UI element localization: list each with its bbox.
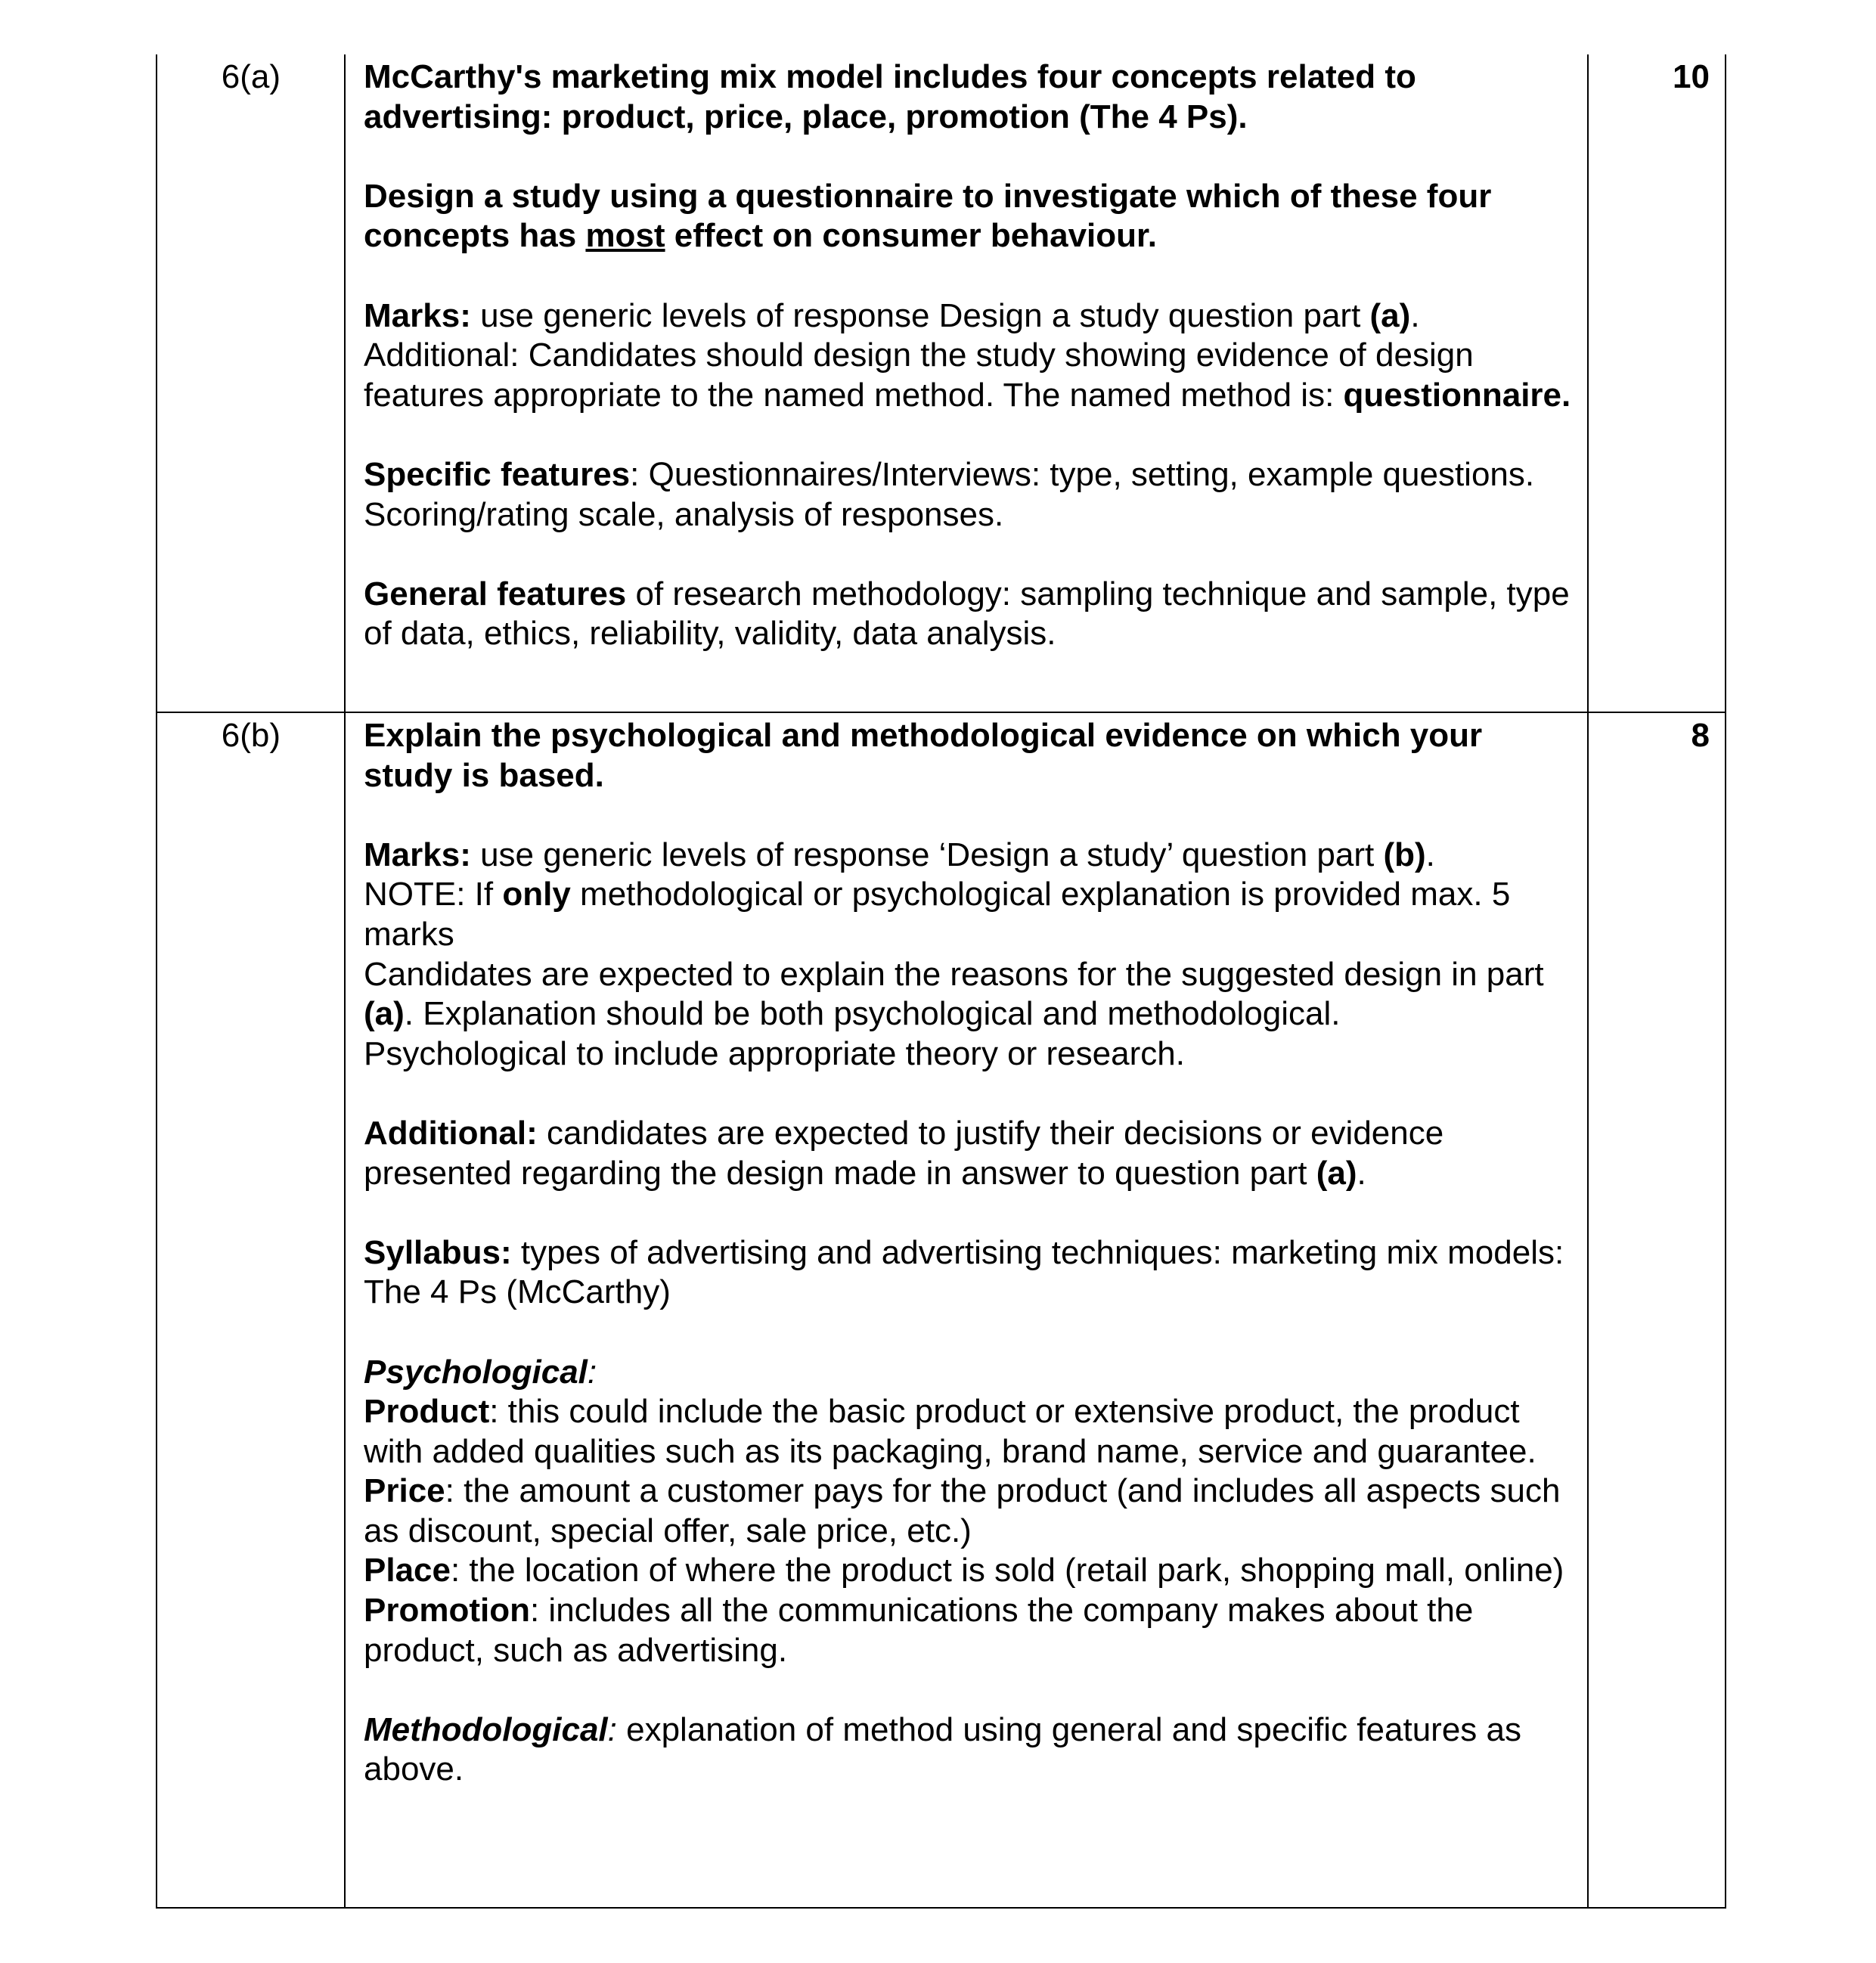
- marks-text: use generic levels of response ‘Design a study’ question part: [470, 836, 1384, 873]
- task-text-end: effect on consumer behaviour.: [665, 217, 1157, 255]
- additional-guidance: [364, 336, 1572, 415]
- question-prompt: [364, 57, 1572, 137]
- marks-label: Marks:: [364, 836, 471, 873]
- syllabus-text: types of advertising and advertising techniques: marketing mix models: The 4 Ps (McCarthy): [364, 1233, 1564, 1311]
- note-emphasis: only: [502, 876, 571, 913]
- named-method: questionnaire.: [1343, 376, 1571, 414]
- methodological-section: [364, 1710, 1572, 1790]
- prompt-text: Explain the psychological and methodological evidence on which your study is based.: [364, 717, 1483, 794]
- place-item: [364, 1551, 1572, 1591]
- psychological-include: Psychological to include appropriate theory or research.: [364, 1034, 1185, 1072]
- additional-end: .: [1357, 1154, 1366, 1192]
- candidates-part: (a): [364, 995, 405, 1033]
- price-label: Price: [364, 1472, 445, 1510]
- place-label: Place: [364, 1552, 451, 1589]
- marks-part: (a): [1369, 296, 1411, 334]
- candidates-text-end: . Explanation should be both psychological and methodological.: [404, 995, 1341, 1033]
- note: [364, 875, 1572, 954]
- table-row-6a: [157, 54, 1726, 712]
- specific-features-label: Specific features: [364, 455, 631, 493]
- marks-value: 10: [1588, 54, 1726, 712]
- additional-label: Additional:: [364, 1114, 538, 1152]
- marks-end: .: [1425, 836, 1435, 873]
- mark-scheme-table: [156, 54, 1726, 1909]
- additional-part: (a): [1316, 1154, 1357, 1192]
- candidates-text: Candidates are expected to explain the reasons for the suggested design in part: [364, 955, 1544, 993]
- methodological-text: explanation of method using general and specific features as above.: [364, 1710, 1521, 1788]
- additional-text: candidates are expected to justify their decisions or evidence presented regarding the design made in answer to question part: [364, 1114, 1444, 1192]
- marks-value: 8: [1588, 712, 1726, 1908]
- marks-text: use generic levels of response Design a study question part: [470, 296, 1370, 334]
- place-text: : the location of where the product is sold (retail park, shopping mall, online): [450, 1552, 1564, 1589]
- additional-guidance: [364, 1114, 1572, 1193]
- marks-guidance: [364, 296, 1572, 416]
- psychological-section: [364, 1353, 1572, 1671]
- general-features-label: General features: [364, 575, 627, 612]
- task-text: Design a study using a questionnaire to investigate which of these four concepts has: [364, 177, 1492, 255]
- price-item: [364, 1471, 1572, 1551]
- general-features: [364, 575, 1572, 654]
- prompt-intro: McCarthy's marketing mix model includes four concepts related to advertising: product, price, place, promotion (The 4 Ps).: [364, 58, 1416, 135]
- syllabus-label: Syllabus:: [364, 1233, 512, 1271]
- additional-text: Additional: Candidates should design the study showing evidence of design features appropriate to the named method. The named method is:: [364, 336, 1474, 414]
- marks-guidance: [364, 836, 1572, 1075]
- methodological-colon: :: [607, 1710, 617, 1748]
- note-text-end: methodological or psychological explanation is provided max. 5 marks: [364, 876, 1511, 953]
- specific-features: [364, 455, 1572, 535]
- question-prompt: [364, 716, 1572, 795]
- task-underlined-word: most: [585, 217, 665, 255]
- general-features-text: of research methodology: sampling technique and sample, type of data, ethics, reliability, validity, data analysis.: [364, 575, 1570, 653]
- candidates-expectation: [364, 955, 1572, 1034]
- psychological-heading: [364, 1353, 1572, 1393]
- product-text: : this could include the basic product or extensive product, the product with added qualities such as its packaging, brand name, service and guarantee.: [364, 1393, 1536, 1470]
- promotion-label: Promotion: [364, 1592, 530, 1630]
- table-row-6b: [157, 712, 1726, 1908]
- marks-part: (b): [1383, 836, 1426, 873]
- answer-cell: [345, 712, 1588, 1908]
- product-label: Product: [364, 1393, 490, 1431]
- marks-end: .: [1410, 296, 1420, 334]
- specific-features-text: : Questionnaires/Interviews: type, setting, example questions. Scoring/rating scale, analysis of responses.: [364, 455, 1535, 533]
- question-task: [364, 177, 1572, 256]
- psychological-heading-text: Psychological: [364, 1353, 588, 1391]
- methodological-heading: Methodological: [364, 1710, 608, 1748]
- answer-cell: [345, 54, 1588, 712]
- promotion-text: : includes all the communications the company makes about the product, such as advertising.: [364, 1592, 1474, 1669]
- price-text: : the amount a customer pays for the product (and includes all aspects such as discount, special offer, sale price, etc.): [364, 1472, 1561, 1549]
- product-item: [364, 1392, 1572, 1471]
- marks-label: Marks:: [364, 296, 471, 334]
- note-text: NOTE: If: [364, 876, 503, 913]
- syllabus: [364, 1233, 1572, 1313]
- question-number: 6(a): [157, 54, 345, 712]
- question-number: 6(b): [157, 712, 345, 1908]
- promotion-item: [364, 1591, 1572, 1670]
- psychological-heading-colon: :: [587, 1353, 597, 1391]
